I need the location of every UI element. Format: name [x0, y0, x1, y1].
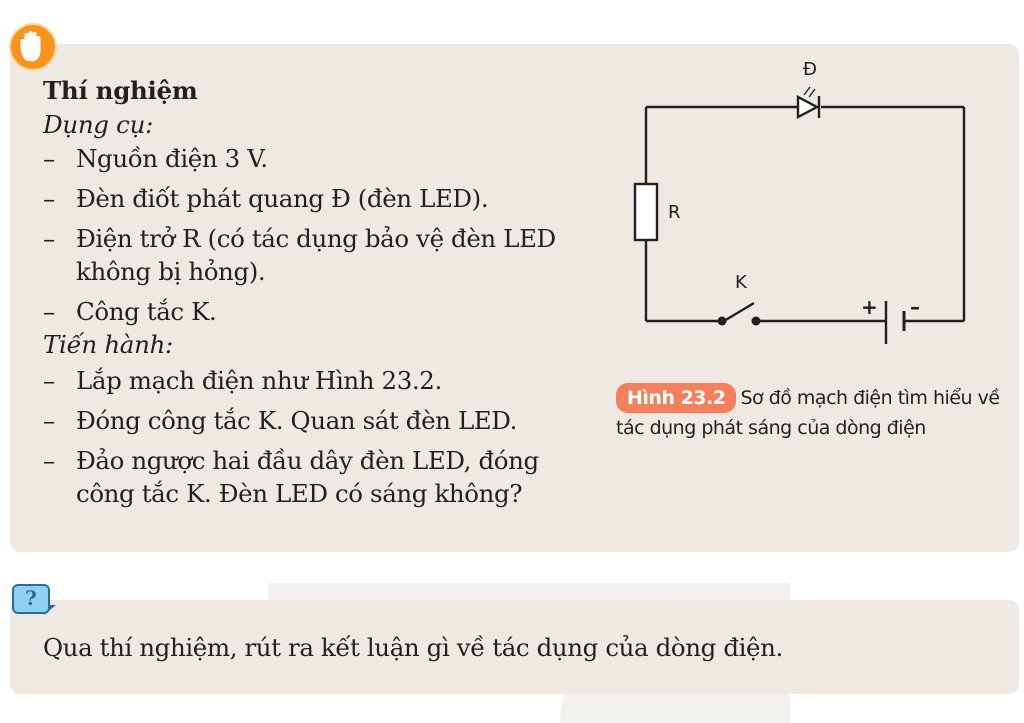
list-item — [43, 364, 603, 397]
switch-contact — [718, 317, 727, 326]
bullet-dash: – — [43, 297, 55, 326]
led-ray — [804, 87, 810, 95]
figure-caption — [616, 383, 1011, 443]
list-item — [43, 222, 591, 288]
list-item — [43, 142, 603, 175]
switch-blade — [724, 303, 754, 321]
procedure-label: Tiến hành: — [43, 330, 174, 359]
tool-item-text: Điện trở R (có tác dụng bảo vệ đèn LED không bị hỏng). — [76, 224, 556, 286]
question-icon: ? — [12, 584, 50, 614]
resistor-symbol — [635, 184, 657, 240]
list-item — [43, 404, 603, 437]
procedure-item-text: Đóng công tắc K. Quan sát đèn LED. — [76, 406, 518, 435]
switch-label: K — [735, 272, 747, 293]
procedure-list — [43, 364, 603, 510]
battery-minus-label: – — [910, 295, 920, 319]
experiment-text — [43, 74, 603, 517]
tools-list — [43, 142, 603, 328]
list-item — [43, 444, 591, 510]
led-label: Đ — [803, 59, 817, 80]
switch-contact — [752, 317, 761, 326]
tools-label: Dụng cụ: — [43, 110, 154, 139]
question-text: Qua thí nghiệm, rút ra kết luận gì về tác dụng của dòng điện. — [43, 633, 783, 662]
bullet-dash: – — [43, 406, 55, 435]
figure-caption-text: Sơ đồ mạch điện tìm hiểu về tác dụng phát sáng của dòng điện — [616, 387, 1000, 439]
bullet-dash: – — [43, 184, 55, 213]
list-item — [43, 295, 603, 328]
bullet-dash: – — [43, 366, 55, 395]
led-ray — [809, 89, 815, 97]
hand-icon — [9, 23, 57, 71]
bullet-dash: – — [43, 224, 55, 253]
tool-item-text: Công tắc K. — [76, 297, 217, 326]
experiment-heading: Thí nghiệm — [43, 76, 198, 105]
resistor-label: R — [668, 202, 681, 223]
bullet-dash: – — [43, 446, 55, 475]
led-triangle — [798, 97, 817, 117]
figure-tag: Hình 23.2 — [616, 383, 736, 413]
battery-plus-label: + — [861, 295, 878, 319]
tool-item-text: Đèn điốt phát quang Đ (đèn LED). — [76, 184, 489, 213]
bullet-dash: – — [43, 144, 55, 173]
tool-item-text: Nguồn điện 3 V. — [76, 144, 268, 173]
circuit-diagram — [620, 55, 980, 355]
procedure-item-text: Lắp mạch điện như Hình 23.2. — [76, 366, 442, 395]
procedure-item-text: Đảo ngược hai đầu dây đèn LED, đóng công tắc K. Đèn LED có sáng không? — [76, 446, 539, 508]
list-item — [43, 182, 603, 215]
